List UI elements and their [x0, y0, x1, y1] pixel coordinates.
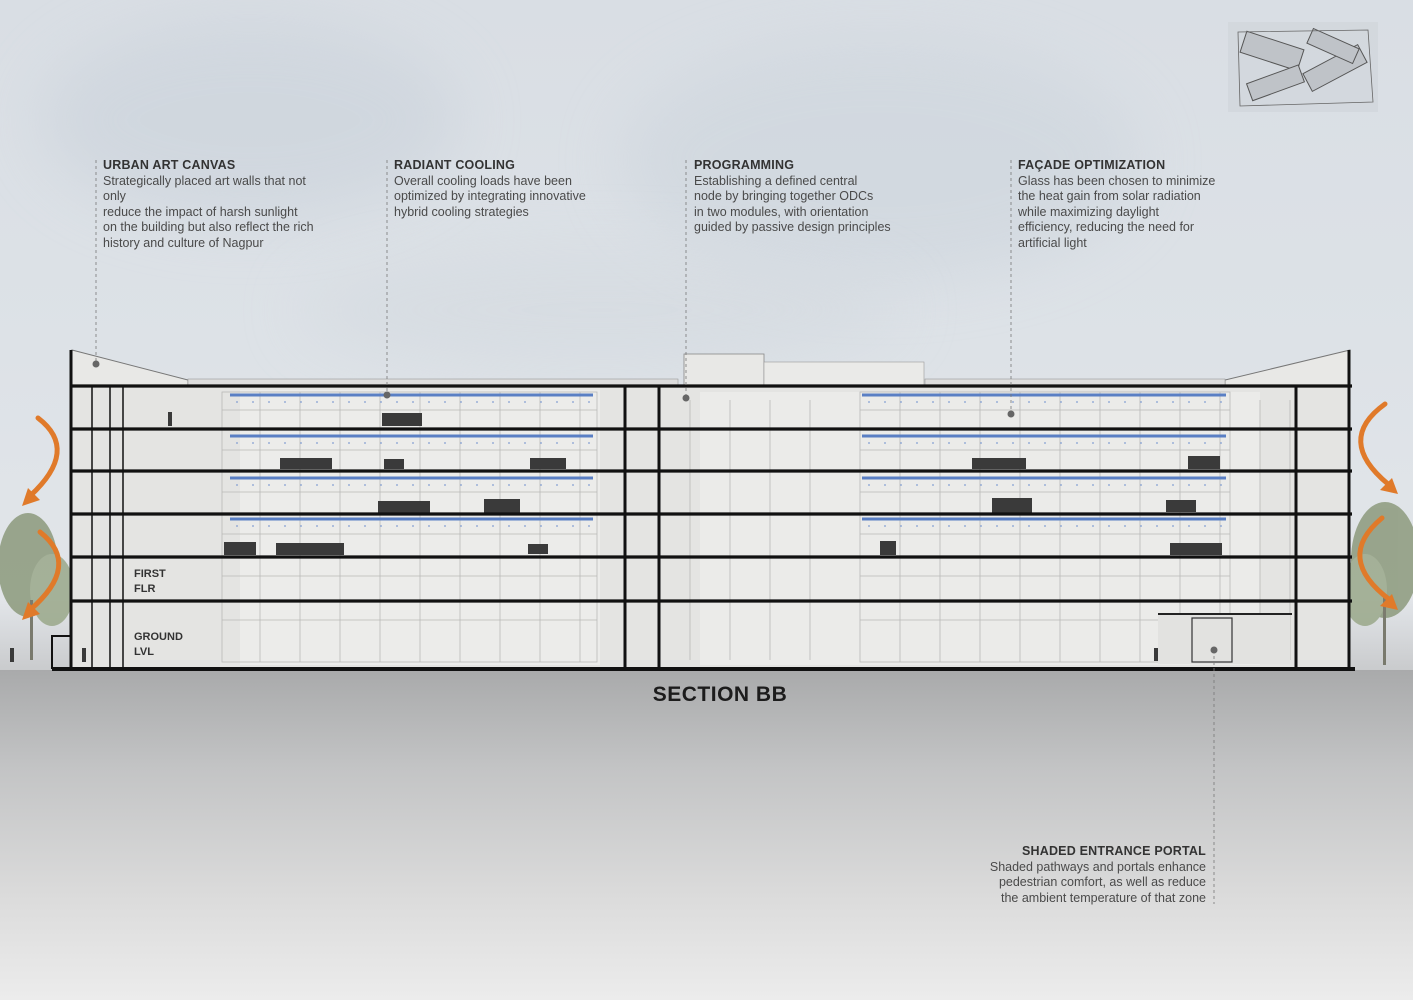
floor-label-ground: GROUND LVL — [134, 631, 183, 658]
annotation-body: Shaded pathways and portals enhance pedestrian comfort, as well as reduce the ambient temperature of that zone — [989, 859, 1206, 905]
annotation-title: FAÇADE OPTIMIZATION — [1018, 158, 1166, 172]
annotation-body: Establishing a defined central node by bringing together ODCs in two modules, with orientation guided by passive design principles — [694, 173, 891, 234]
section-title: SECTION BB — [652, 683, 788, 706]
annotation-body: Overall cooling loads have been optimized by integrating innovative hybrid cooling strategies — [394, 173, 586, 219]
tree-icon — [1343, 502, 1413, 665]
tree-icon — [0, 513, 74, 660]
annotation-body: Strategically placed art walls that not only reduce the impact of harsh sunlight on the building but also reflect the rich history and culture of Nagpur — [103, 173, 314, 250]
annotation-title: PROGRAMMING — [694, 158, 795, 172]
annotation-title: URBAN ART CANVAS — [103, 158, 236, 172]
annotation-body: Glass has been chosen to minimize the heat gain from solar radiation while maximizing daylight efficiency, reducing the need for artificial light — [1018, 173, 1216, 250]
annotation-title: SHADED ENTRANCE PORTAL — [1021, 844, 1206, 858]
floor-label-first: FIRST FLR — [134, 568, 166, 595]
annotation-title: RADIANT COOLING — [394, 158, 516, 172]
